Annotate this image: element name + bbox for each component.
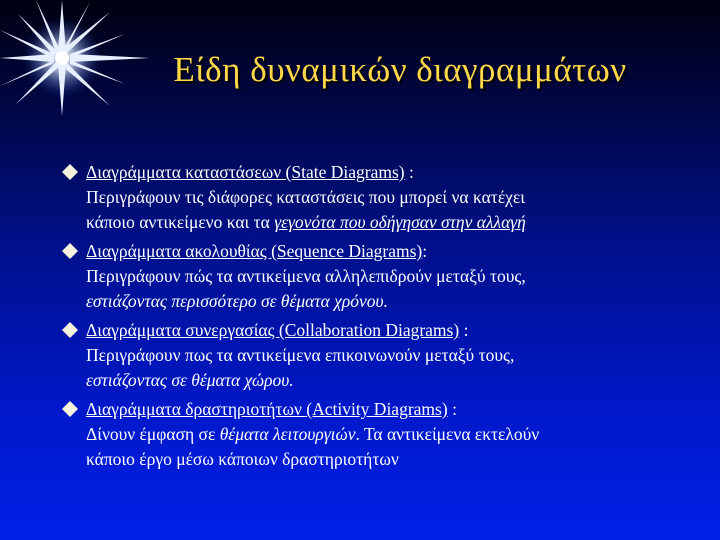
heading-colon: : [404, 162, 414, 182]
diamond-bullet-icon [62, 401, 78, 417]
desc-emphasis: θέματα λειτουργιών [219, 424, 356, 444]
desc-text: εστιάζοντας περισσότερο σε [86, 291, 281, 311]
desc-text: κάποιο αντικείμενο και τα [86, 212, 275, 232]
bullet-description-line: Περιγράφουν τις διάφορες καταστάσεις που μπορεί να κατέχει [86, 187, 525, 207]
desc-text: εστιάζοντας σε [86, 370, 192, 390]
bullet-description-line [86, 422, 692, 447]
desc-emphasis: θέματα χώρου. [191, 370, 294, 390]
heading-colon: : [447, 399, 457, 419]
bullet-description-line: Περιγράφουν πώς τα αντικείμενα αλληλεπιδρούν μεταξύ τους, [86, 266, 526, 286]
heading-colon: : [422, 241, 428, 261]
link-state-diagrams[interactable]: Διαγράμματα καταστάσεων (State Diagrams) [86, 162, 405, 182]
desc-emphasis: γεγονότα που οδήγησαν στην αλλαγή [274, 212, 526, 232]
bullet-description-line [86, 368, 692, 393]
bullet-head-line [86, 397, 692, 422]
bullet-description-line [86, 210, 692, 235]
bullet-description-line: Περιγράφουν πως τα αντικείμενα επικοινωνούν μεταξύ τους, [86, 345, 515, 365]
desc-text: Δίνουν έμφαση σε [86, 424, 220, 444]
diamond-bullet-icon [62, 322, 78, 338]
desc-text-rest: . Τα αντικείμενα εκτελούν [355, 424, 540, 444]
bullet-description-line: κάποιο έργο μέσω κάποιων δραστηριοτήτων [86, 449, 399, 469]
diamond-bullet-icon [62, 243, 78, 259]
link-activity-diagrams[interactable]: Διαγράμματα δραστηριοτήτων (Activity Diagrams) [86, 399, 448, 419]
bullet-state-diagrams [62, 160, 692, 235]
bullet-list [62, 160, 692, 476]
heading-colon: : [459, 320, 469, 340]
bullet-collaboration-diagrams [62, 318, 692, 393]
bullet-description-line [86, 289, 692, 314]
bullet-sequence-diagrams [62, 239, 692, 314]
slide-title-text: Είδη δυναμικών διαγραμμάτων [173, 50, 627, 89]
bullet-head-line [86, 160, 692, 185]
diamond-bullet-icon [62, 164, 78, 180]
bullet-head-line [86, 318, 692, 343]
slide-title [0, 50, 720, 90]
bullet-head-line [86, 239, 692, 264]
link-sequence-diagrams[interactable]: Διαγράμματα ακολουθίας (Sequence Diagrams) [86, 241, 423, 261]
desc-emphasis: θέματα χρόνου. [280, 291, 388, 311]
link-collaboration-diagrams[interactable]: Διαγράμματα συνεργασίας (Collaboration Diagrams) [86, 320, 460, 340]
bullet-activity-diagrams [62, 397, 692, 472]
